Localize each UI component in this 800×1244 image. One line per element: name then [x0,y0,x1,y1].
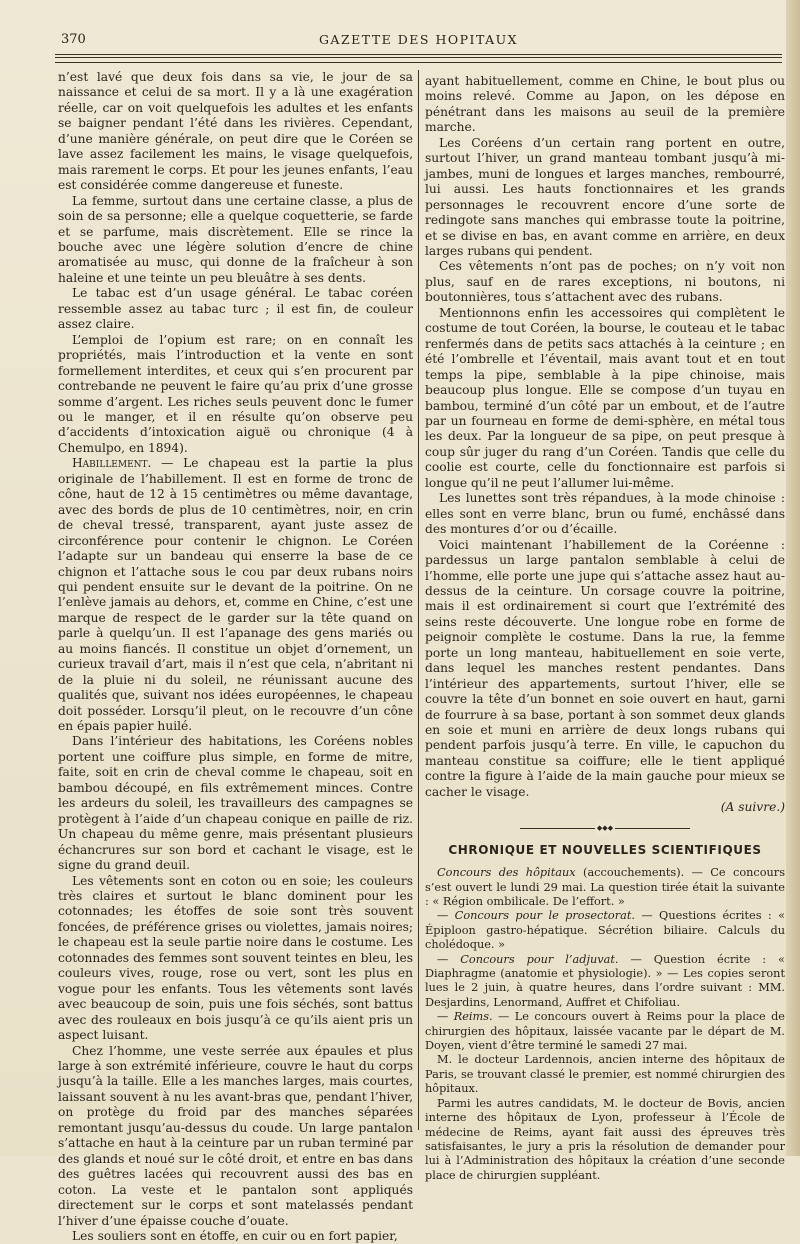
chronique-item: Parmi les autres candidats, M. le docteur de Bovis, ancien interne des hôpitaux de Lyon, professeur à l’École de médecine de Reims, ayant fait aussi des épreuves très satisfaisantes, le jury a pris la résolution de demander pour lui à l’Administration des hôpitaux la création d’une seconde place de chirurgien suppléant. [425,1096,785,1182]
page-header [55,28,782,54]
chronique-heading: — Concours pour l’adjuvat. [437,952,619,966]
paragraph-text: — Le chapeau est la partie la plus originale de l’habillement. Il est en forme de tronc de cône, haut de 12 à 15 centimètres ou même davantage, avec des bords de plus de 10 centimètres, noir, en crin de cheval tressé, transparent, ayant juste assez de circonférence pour contenir le chignon. Le Coréen l’adapte sur un bandeau qui enserre la base de ce chignon et l’attache sous le cou par deux rubans noirs qui pendent ensuite sur le devant de la poitrine. On ne l’enlève jamais au dehors, et, comme en Chine, c’est une marque de respect de le garder sur la tête quand on parle à quelqu’un. Il est l’apanage des gens mariés ou au moins fiancés. Il constitue un objet d’ornement, un curieux travail d’art, mais il n’est que cela, n’abritant ni de la pluie ni du soleil, ne réunissant aucune des qualités que, suivant nos idées européennes, le chapeau doit posséder. Lorsqu’il pleut, on le recouvre d’un cône en épais papier huilé. [58,456,413,734]
a-suivre: (A suivre.) [720,800,785,815]
page-number: 370 [61,32,86,47]
chronique-text: — Question écrite : « Diaphragme (anatomie et physiologie). » — Les copies seront lues le 2 juin, à quatre heures, dans l’ordre suivant : MM. Desjardins, Lenormand, Auffret et Chifoliau. [425,952,785,1009]
chronique-item: M. le docteur Lardennois, ancien interne des hôpitaux de Paris, se trouvant classé le premier, est nommé chirurgien des hôpitaux. [425,1053,785,1096]
section-separator [520,824,690,833]
chronique-text: — Questions écrites : « Épiploon gastro-hépatique. Sécrétion biliaire. Calculs du cholédoque. » [425,909,785,952]
right-column [425,74,785,1183]
gazette-title: GAZETTE DES HOPITAUX [318,32,519,47]
paragraph: Dans l’intérieur des habitations, les Coréens nobles portent une coiffure plus simple, en forme de mitre, faite, soit en crin de cheval comme le chapeau, soit en bambou découpé, en fils extrêmement minces. Contre les ardeurs du soleil, les travailleurs des campagnes se protègent à l’aide d’un chapeau conique en paille de riz. Un chapeau du même genre, mais présentant plusieurs échancrures sur son bord et cachant le visage, est le signe du grand deuil. [58,734,413,873]
header-rule-lower [55,62,782,63]
paragraph: Les souliers sont en étoffe, en cuir ou en fort papier, [72,1228,398,1243]
paragraph: Mentionnons enfin les accessoires qui complètent le costume de tout Coréen, la bourse, le couteau et le tabac renfermés dans de petits sacs attachés à la ceinture ; en été l’ombrelle et l’éventail, mais avant tout et en tout temps la pipe, semblable à la pipe chinoise, mais beaucoup plus longue. Elle se compose d’un tuyau en bambou, terminé d’un côté par un embout, et de l’autre par un fourneau en forme de demi-sphère, en métal tous les deux. Par la longueur de sa pipe, on peut presque à coup sûr juger du rang d’un Coréen. Tandis que celle du coolie est courte, celle du fonctionnaire est parfois si longue qu’il ne peut l’allumer lui-même. [425,305,785,490]
paragraph: Les vêtements sont en coton ou en soie; les couleurs très claires et surtout le blanc dominent pour les cotonnades; les étoffes de soie sont très souvent foncées, de préférence grises ou violettes, jamais noires; le chapeau est la seule partie noire dans le costume. Les cotonnades des femmes sont souvent teintes en bleu, les couleurs vives, rouge, rose ou vert, sont les plus en vogue pour les enfants. Tous les vêtements sont lavés avec beaucoup de soin, puis une fois séchés, sont battus avec des rouleaux en bois jusqu’à ce qu’ils aient pris un aspect luisant. [58,873,413,1043]
paragraph-habillement [58,456,413,734]
chronique-body [425,866,785,1183]
chronique-heading: — Reims. [437,1010,493,1024]
chronique-item [425,1010,785,1053]
paragraph: La femme, surtout dans une certaine classe, a plus de soin de sa personne; elle a quelque coquetterie, se farde et se parfume, mais discrètement. Elle se rince la bouche avec une légère solution d’encre de chine aromatisée au musc, qui donne de la fraîcheur à son haleine et une teinte un peu bleuâtre à ses dents. [58,193,413,285]
chronique-heading: — Concours pour le prosectorat. [437,909,635,923]
left-column [58,70,413,1244]
section-title-chronique: CHRONIQUE ET NOUVELLES SCIENTIFIQUES [448,842,762,857]
paragraph: L’emploi de l’opium est rare; on en connaît les propriétés, mais l’introduction et la vente en sont formellement interdites, et ceux qui s’en procurent par contrebande ne peuvent le faire qu’au prix d’une grosse somme d’argent. Les riches seuls peuvent donc le fumer ou le manger, et il en résulte qu’on observe peu d’accidents d’intoxication aiguë ou chronique (4 à Chemulpo, en 1894). [58,332,413,455]
section-head-habillement: Habillement. [72,456,152,471]
chronique-text: (accouchements). — Ce concours s’est ouvert le lundi 29 mai. La question tirée était la suivante : « Région ombilicale. De l’effort. » [425,866,785,909]
paragraph: Les lunettes sont très répandues, à la mode chinoise : elles sont en verre blanc, brun ou fumé, enchâssé dans des montures d’or ou d’écaille. [425,491,785,537]
paragraph: Voici maintenant l’habillement de la Coréenne : pardessus un large pantalon semblable à celui de l’homme, elle porte une jupe qui s’attache assez haut au-dessus de la ceinture. Un corsage couvre la poitrine, mais il est ordinairement si court que l’extrémité des seins reste découverte. Une longue robe en forme de peignoir complète le costume. Dans la rue, la femme porte un long manteau, habituellement en soie verte, dans lequel les manches restent pendantes. Dans l’intérieur des appartements, surtout l’hiver, elle se couvre la tête d’un bonnet en soie ouvert en haut, garni de fourrure à sa base, portant à son sommet deux glands en soie et muni en arrière de deux longs rubans qui pendent parfois jusqu’à terre. En ville, le capuchon du manteau constitue sa coiffure; elle le tient appliqué contre la figure à l’aide de la main gauche pour mieux se cacher le visage. [425,537,785,799]
chronique-heading: Concours des hôpitaux [437,866,576,880]
paragraph: Chez l’homme, une veste serrée aux épaules et plus large à son extrémité inférieure, couvre le haut du corps jusqu’à la taille. Elle a les manches larges, mais courtes, laissant souvent à nu les avant-bras que, pendant l’hiver, on protège du froid par des manches séparées remontant jusqu’au-dessus du coude. Un large pantalon s’attache en haut à la ceinture par un ruban terminé par des glands et noué sur le côté droit, et entre en bas dans des guêtres lacées qui recouvrent aussi des bas en coton. La veste et le pantalon sont appliqués directement sur le corps et sont matelassés pendant l’hiver d’une épaisse couche d’ouate. [58,1043,413,1228]
paragraph: ayant habituellement, comme en Chine, le bout plus ou moins relevé. Comme au Japon, on les dépose en pénétrant dans les maisons au seuil de la première marche. [425,74,785,135]
chronique-item [425,866,785,909]
header-rule [55,54,782,58]
page-edge [786,0,800,1156]
chronique-text: — Le concours ouvert à Reims pour la place de chirurgien des hôpitaux, laissée vacante par le départ de M. Doyen, vient d’être terminé le samedi 27 mai. [425,1010,785,1053]
paragraph: Le tabac est d’un usage général. Le tabac coréen ressemble assez au tabac turc ; il est fin, de couleur assez claire. [58,286,413,332]
paragraph: n’est lavé que deux fois dans sa vie, le jour de sa naissance et celui de sa mort. Il y a là une exagération réelle, car on voit quelquefois les adultes et les enfants se baigner pendant l’été dans les rivières. Cependant, d’une manière générale, on peut dire que le Coréen se lave assez facilement les mains, le visage quelquefois, mais rarement le corps. Et pour les jeunes enfants, l’eau est considérée comme dangereuse et funeste. [58,70,413,193]
paragraph: Ces vêtements n’ont pas de poches; on n’y voit non plus, sauf en de rares exceptions, ni boutons, ni boutonnières, tous s’attachent avec des rubans. [425,259,785,305]
chronique-item [425,909,785,952]
paragraph: Les Coréens d’un certain rang portent en outre, surtout l’hiver, un grand manteau tombant jusqu’à mi-jambes, muni de longues et larges manches, rembourré, lui aussi. Les hauts fonctionnaires et les grands personnages le recouvrent encore d’une sorte de redingote sans manches qui embrasse toute la poitrine, et se divise en bas, en avant comme en arrière, en deux larges rubans qui pendent. [425,135,785,258]
chronique-item [425,953,785,1011]
column-divider [418,70,419,1130]
